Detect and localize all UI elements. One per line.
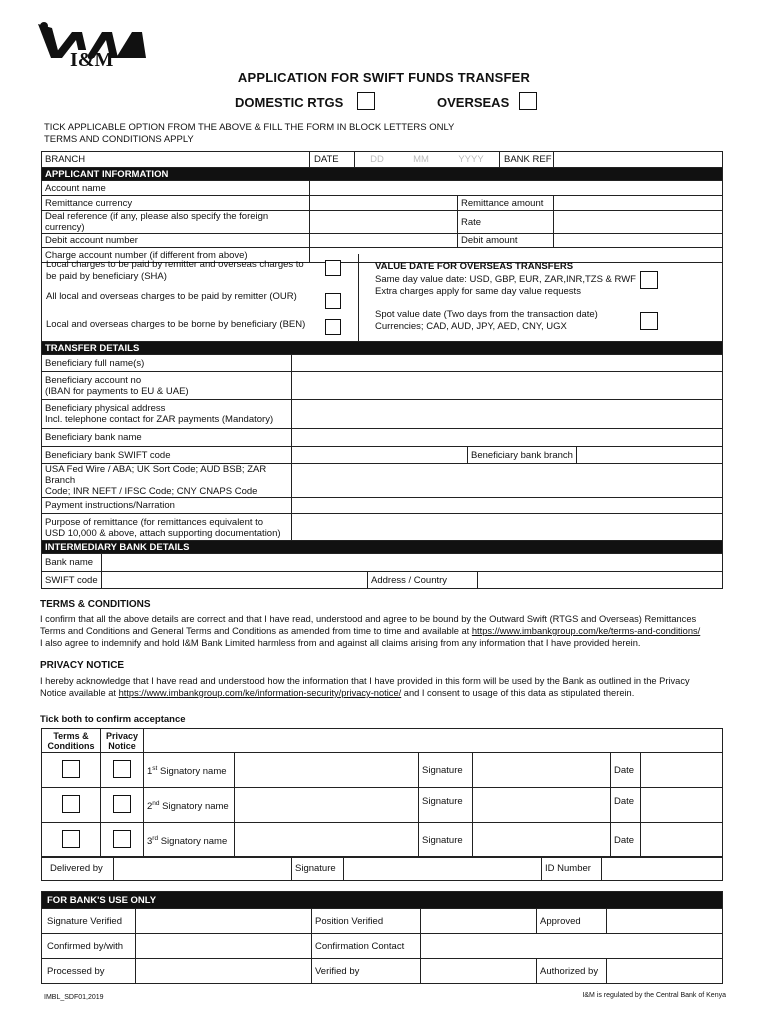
value-date-heading: VALUE DATE FOR OVERSEAS TRANSFERS bbox=[375, 261, 574, 272]
privacy-link[interactable]: https://www.imbankgroup.com/ke/information-security/privacy-notice/ bbox=[118, 687, 402, 698]
privacy-line-3-text: and I consent to usage of this data as stipulated therein. bbox=[403, 687, 635, 698]
col-privacy-header bbox=[101, 729, 144, 753]
privacy-line-1: I hereby acknowledge that I have read and understood how the information that I have provided in this form will be used by the Bank as outlined in the Privacy bbox=[40, 676, 690, 686]
signatory-3-privacy-cell bbox=[101, 823, 144, 858]
signatory-2-sup: nd bbox=[152, 799, 160, 807]
signatory-3-sup: rd bbox=[152, 834, 159, 842]
intermediary-swift-label: SWIFT code bbox=[42, 572, 102, 589]
overseas-checkbox[interactable] bbox=[519, 92, 537, 110]
processed-by-label: Processed by bbox=[42, 959, 136, 984]
confirmation-contact-label: Confirmation Contact bbox=[312, 934, 421, 959]
privacy-line-2-text: Notice available at bbox=[40, 687, 116, 698]
same-day-line-2: Extra charges apply for same day value requests bbox=[375, 285, 581, 297]
signatory-3-date-label: Date bbox=[611, 823, 641, 858]
form-code: IMBL_SDF01,2019 bbox=[44, 994, 104, 1001]
purpose-line-2: USD 10,000 & above, attach supporting documentation) bbox=[45, 528, 281, 539]
privacy-heading: PRIVACY NOTICE bbox=[40, 660, 125, 671]
remittance-currency-label: Remittance currency bbox=[42, 196, 310, 211]
signatory-3-num: 3 bbox=[147, 836, 153, 848]
charges-divider bbox=[358, 254, 359, 341]
payment-instructions-label: Payment instructions/Narration bbox=[42, 498, 292, 514]
charges-block bbox=[41, 254, 723, 342]
charge-our-label: All local and overseas charges to be paid by remitter (OUR) bbox=[46, 291, 297, 302]
beneficiary-address-field[interactable] bbox=[292, 400, 723, 429]
beneficiary-bank-name-field[interactable] bbox=[292, 429, 723, 447]
account-name-field[interactable] bbox=[310, 181, 723, 196]
signatory-1-name-label: Signatory name bbox=[160, 766, 227, 778]
debit-account-field[interactable] bbox=[310, 234, 458, 248]
signatory-2-privacy-cell bbox=[101, 788, 144, 823]
branch-label: BRANCH bbox=[45, 154, 86, 165]
debit-amount-label: Debit amount bbox=[458, 234, 554, 248]
intermediary-bank-name-label: Bank name bbox=[42, 554, 102, 572]
signatory-2-privacy-checkbox[interactable] bbox=[113, 795, 131, 813]
charge-ben-checkbox[interactable] bbox=[325, 319, 341, 335]
signatory-2-signature-field[interactable] bbox=[473, 788, 611, 823]
bank-ref-field[interactable] bbox=[554, 152, 723, 168]
remittance-amount-label: Remittance amount bbox=[458, 196, 554, 211]
same-day-text bbox=[375, 274, 636, 297]
signature-verified-field[interactable] bbox=[136, 909, 312, 934]
payment-instructions-field[interactable] bbox=[292, 498, 723, 514]
signatory-3-name-label: Signatory name bbox=[160, 836, 228, 848]
transfer-heading: TRANSFER DETAILS bbox=[42, 342, 723, 355]
signatory-3-date-field[interactable] bbox=[641, 823, 723, 858]
date-label: DATE bbox=[310, 152, 355, 167]
rate-label: Rate bbox=[458, 211, 554, 234]
id-number-label: ID Number bbox=[542, 857, 602, 881]
terms-line-2 bbox=[40, 626, 730, 638]
signatory-1-name-field[interactable] bbox=[235, 753, 419, 788]
beneficiary-address-line-1: Beneficiary physical address bbox=[45, 403, 166, 414]
processed-by-field[interactable] bbox=[136, 959, 312, 984]
signatory-2-name-field[interactable] bbox=[235, 788, 419, 823]
beneficiary-swift-label: Beneficiary bank SWIFT code bbox=[42, 447, 292, 464]
authorized-by-label: Authorized by bbox=[537, 959, 607, 984]
signatory-1-privacy-cell bbox=[101, 753, 144, 788]
transfer-table bbox=[41, 341, 723, 543]
signatory-2-date-field[interactable] bbox=[641, 788, 723, 823]
remittance-currency-field[interactable] bbox=[310, 196, 458, 211]
same-day-line-1: Same day value date: USD, GBP, EUR, ZAR,INR,TZS & RWF bbox=[375, 274, 636, 285]
signatory-1-date-field[interactable] bbox=[641, 753, 723, 788]
confirmed-by-label: Confirmed by/with bbox=[42, 934, 136, 959]
col-terms-header bbox=[42, 729, 101, 753]
terms-link[interactable]: https://www.imbankgroup.com/ke/terms-and-conditions/ bbox=[471, 625, 701, 636]
beneficiary-address-line-2: Incl. telephone contact for ZAR payments (Mandatory) bbox=[45, 414, 274, 425]
signatory-1-signature-field[interactable] bbox=[473, 753, 611, 788]
intermediary-table bbox=[41, 540, 723, 589]
verified-by-field[interactable] bbox=[421, 959, 537, 984]
delivery-table bbox=[41, 856, 723, 881]
spot-checkbox[interactable] bbox=[640, 312, 658, 330]
signatory-3-terms-checkbox[interactable] bbox=[62, 830, 80, 848]
col-terms-line-1: Terms & bbox=[53, 730, 89, 741]
beneficiary-branch-field[interactable] bbox=[577, 447, 723, 464]
beneficiary-bank-name-label: Beneficiary bank name bbox=[42, 429, 292, 447]
deal-reference-label: Deal reference (if any, please also specify the foreign currency) bbox=[42, 211, 310, 234]
signatory-2-label bbox=[144, 788, 235, 823]
routing-codes-label bbox=[42, 464, 292, 498]
signatory-1-terms-cell bbox=[42, 753, 101, 788]
option-overseas bbox=[437, 92, 537, 110]
spot-line-1: Spot value date (Two days from the transaction date) bbox=[375, 309, 598, 320]
signatory-2-num: 2 bbox=[147, 801, 153, 813]
option-domestic bbox=[235, 92, 375, 110]
delivery-signature-label: Signature bbox=[292, 857, 344, 881]
terms-line-3: I also agree to indemnify and hold I&M Bank Limited harmless from and against all claims arising from any information that I have provided herein. bbox=[40, 637, 641, 648]
position-verified-field[interactable] bbox=[421, 909, 537, 934]
spot-line-2: Currencies; CAD, AUD, JPY, AED, CNY, UGX bbox=[375, 320, 567, 332]
signatory-2-terms-cell bbox=[42, 788, 101, 823]
position-verified-label: Position Verified bbox=[312, 909, 421, 934]
signatory-2-name-label: Signatory name bbox=[162, 801, 229, 813]
im-logo bbox=[38, 22, 148, 70]
spot-text bbox=[375, 309, 598, 332]
signatory-3-name-field[interactable] bbox=[235, 823, 419, 858]
charge-our-checkbox[interactable] bbox=[325, 293, 341, 309]
same-day-checkbox[interactable] bbox=[640, 271, 658, 289]
signature-verified-label: Signature Verified bbox=[42, 909, 136, 934]
col-terms-line-2: Conditions bbox=[47, 740, 95, 751]
approved-label: Approved bbox=[537, 909, 607, 934]
confirmation-contact-field[interactable] bbox=[421, 934, 723, 959]
signatory-3-terms-cell bbox=[42, 823, 101, 858]
bank-use-table bbox=[41, 891, 723, 984]
intermediary-address-label: Address / Country bbox=[368, 572, 478, 589]
charge-account-label: Charge account number (if different from above) bbox=[42, 248, 310, 263]
account-name-label: Account name bbox=[42, 181, 310, 196]
signatory-1-date-label: Date bbox=[611, 753, 641, 788]
rate-field[interactable] bbox=[554, 211, 723, 234]
signatory-3-privacy-checkbox[interactable] bbox=[113, 830, 131, 848]
purpose-field[interactable] bbox=[292, 514, 723, 543]
id-number-field[interactable] bbox=[602, 857, 723, 881]
authorized-by-field[interactable] bbox=[607, 959, 723, 984]
terms-line-2-text: Terms and Conditions and General Terms and Conditions as amended from time to time and available at bbox=[40, 625, 470, 636]
domestic-rtgs-checkbox[interactable] bbox=[357, 92, 375, 110]
option-domestic-label: DOMESTIC RTGS bbox=[235, 95, 344, 110]
debit-account-label: Debit account number bbox=[42, 234, 310, 248]
intermediary-address-field[interactable] bbox=[478, 572, 723, 589]
signatory-1-num: 1 bbox=[147, 766, 153, 778]
beneficiary-swift-field[interactable] bbox=[292, 447, 468, 464]
routing-line-2: Code; INR NEFT / IFSC Code; CNY CNAPS Code bbox=[45, 486, 258, 497]
beneficiary-account-line-1: Beneficiary account no bbox=[45, 374, 142, 386]
confirmed-by-field[interactable] bbox=[136, 934, 312, 959]
signatory-3-signature-field[interactable] bbox=[473, 823, 611, 858]
instructions bbox=[44, 122, 454, 146]
applicant-heading: APPLICANT INFORMATION bbox=[42, 168, 723, 181]
terms-text bbox=[40, 614, 730, 649]
signatory-1-label bbox=[144, 753, 235, 788]
date-dd-placeholder: DD bbox=[370, 154, 384, 165]
instruction-line-2: TERMS AND CONDITIONS APPLY bbox=[44, 134, 194, 145]
acceptance-header-blank bbox=[144, 729, 723, 753]
charge-sha-checkbox[interactable] bbox=[325, 260, 341, 276]
acceptance-table bbox=[41, 728, 723, 858]
signatory-1-privacy-checkbox[interactable] bbox=[113, 760, 131, 778]
signatory-1-sup: st bbox=[152, 764, 158, 772]
form-title: APPLICATION FOR SWIFT FUNDS TRANSFER bbox=[237, 70, 531, 85]
date-cell[interactable] bbox=[310, 152, 554, 168]
col-privacy-line-2: Notice bbox=[108, 740, 136, 751]
applicant-table bbox=[41, 151, 723, 263]
verified-by-label: Verified by bbox=[312, 959, 421, 984]
beneficiary-name-label: Beneficiary full name(s) bbox=[42, 355, 292, 372]
signatory-2-terms-checkbox[interactable] bbox=[62, 795, 80, 813]
debit-amount-field[interactable] bbox=[554, 234, 723, 248]
branch-cell[interactable] bbox=[42, 152, 310, 168]
delivery-signature-field[interactable] bbox=[344, 857, 542, 881]
privacy-text bbox=[40, 676, 730, 700]
routing-line-1: USA Fed Wire / ABA; UK Sort Code; AUD BSB; ZAR Branch bbox=[45, 464, 267, 486]
terms-line-1: I confirm that all the above details are correct and that I have read, understood and agree to be bound by the Outward Swift (RTGS and Overseas) Remittances bbox=[40, 614, 697, 624]
signatory-1-signature-label: Signature bbox=[419, 753, 473, 788]
logo-text: I&M bbox=[70, 49, 114, 70]
deal-reference-field[interactable] bbox=[310, 211, 458, 234]
beneficiary-name-field[interactable] bbox=[292, 355, 723, 372]
beneficiary-account-field[interactable] bbox=[292, 372, 723, 400]
approved-field[interactable] bbox=[607, 909, 723, 934]
delivered-by-label: Delivered by bbox=[42, 857, 114, 881]
bank-ref-label: BANK REF bbox=[499, 152, 553, 167]
intermediary-swift-field[interactable] bbox=[102, 572, 368, 589]
bank-use-heading: FOR BANK'S USE ONLY bbox=[42, 892, 723, 909]
privacy-line-2 bbox=[40, 688, 730, 700]
signatory-2-date-label: Date bbox=[611, 788, 641, 823]
regulator-note: I&M is regulated by the Central Bank of Kenya bbox=[582, 992, 726, 999]
purpose-label bbox=[42, 514, 292, 543]
signatory-3-signature-label: Signature bbox=[419, 823, 473, 858]
date-mm-placeholder: MM bbox=[413, 154, 429, 165]
terms-heading: TERMS & CONDITIONS bbox=[40, 599, 151, 610]
instruction-line-1: TICK APPLICABLE OPTION FROM THE ABOVE & FILL THE FORM IN BLOCK LETTERS ONLY bbox=[44, 122, 455, 133]
remittance-amount-field[interactable] bbox=[554, 196, 723, 211]
purpose-line-1: Purpose of remittance (for remittances equivalent to bbox=[45, 517, 264, 528]
signatory-3-label bbox=[144, 823, 235, 858]
date-yyyy-placeholder: YYYY bbox=[458, 154, 484, 165]
acceptance-heading: Tick both to confirm acceptance bbox=[40, 714, 186, 725]
intermediary-bank-name-field[interactable] bbox=[102, 554, 723, 572]
signatory-1-terms-checkbox[interactable] bbox=[62, 760, 80, 778]
beneficiary-account-label bbox=[42, 372, 292, 400]
intermediary-heading: INTERMEDIARY BANK DETAILS bbox=[42, 541, 723, 554]
option-overseas-label: OVERSEAS bbox=[437, 95, 510, 110]
delivered-by-field[interactable] bbox=[114, 857, 292, 881]
beneficiary-address-label bbox=[42, 400, 292, 429]
signatory-2-signature-label: Signature bbox=[419, 788, 473, 823]
charge-sha-label: Local charges to be paid by remitter and overseas charges to be paid by beneficiary (SHA) bbox=[46, 259, 304, 282]
beneficiary-account-line-2: (IBAN for payments to EU & UAE) bbox=[45, 385, 189, 397]
col-privacy-line-1: Privacy bbox=[105, 730, 139, 741]
routing-codes-field[interactable] bbox=[292, 464, 723, 498]
charge-ben-label: Local and overseas charges to be borne by beneficiary (BEN) bbox=[46, 319, 306, 330]
beneficiary-branch-label: Beneficiary bank branch bbox=[468, 447, 577, 464]
